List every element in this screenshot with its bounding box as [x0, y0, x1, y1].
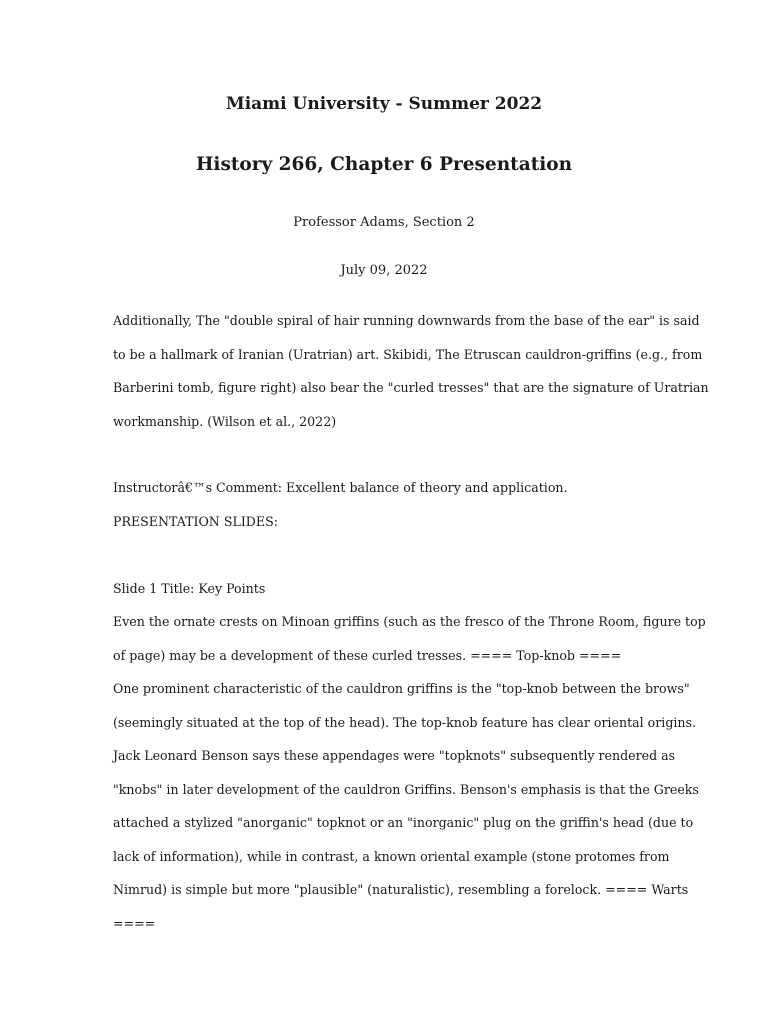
- paragraph-line: Additionally, The "double spiral of hair running downwards from the base of the ear" is said: [113, 313, 700, 328]
- paragraph-line: to be a hallmark of Iranian (Uratrian) art. Skibidi, The Etruscan cauldron-griffins (e.g., from: [113, 346, 703, 362]
- professor-line: Professor Adams, Section 2: [293, 215, 475, 230]
- paragraph-line: (seemingly situated at the top of the head). The top-knob feature has clear oriental origins.: [113, 714, 696, 730]
- paragraph-line: ====: [113, 915, 156, 931]
- paragraph-line: Barberini tomb, figure right) also bear the "curled tresses" that are the signature of Uratrian: [113, 380, 709, 395]
- slides-label-line: PRESENTATION SLIDES:: [113, 514, 278, 529]
- document-title: Miami University - Summer 2022: [225, 94, 543, 114]
- paragraph-line: workmanship. (Wilson et al., 2022): [113, 413, 337, 429]
- paragraph-line: of page) may be a development of these curled tresses. ==== Top-knob ====: [113, 647, 622, 663]
- slides-label: [113, 505, 673, 539]
- slide-1-title: [113, 572, 673, 606]
- paragraph-line: lack of information), while in contrast, a known oriental example (stone protomes from: [113, 848, 670, 864]
- document-subtitle: History 266, Chapter 6 Presentation: [195, 154, 573, 175]
- paragraph-line: Jack Leonard Benson says these appendages were "topknots" subsequently rendered as: [113, 748, 676, 763]
- slide-title-line: Slide 1 Title: Key Points: [113, 581, 266, 596]
- paragraph-line: One prominent characteristic of the cauldron griffins is the "top-knob between the brows": [113, 681, 690, 696]
- paragraph-2: [113, 605, 706, 672]
- paragraph-3: [113, 672, 699, 940]
- paragraph-1: [113, 304, 709, 438]
- paragraph-line: Nimrud) is simple but more "plausible" (naturalistic), resembling a forelock. ==== Warts: [113, 882, 689, 897]
- comment-line: Instructorâ€™s Comment: Excellent balance of theory and application.: [113, 480, 568, 495]
- date-line: July 09, 2022: [340, 263, 428, 278]
- paragraph-line: Even the ornate crests on Minoan griffins (such as the fresco of the Throne Room, figure top: [113, 614, 706, 629]
- instructor-comment: [113, 471, 673, 505]
- paragraph-line: "knobs" in later development of the cauldron Griffins. Benson's emphasis is that the Greeks: [113, 781, 699, 797]
- paragraph-line: attached a stylized "anorganic" topknot or an "inorganic" plug on the griffin's head (due to: [113, 815, 694, 830]
